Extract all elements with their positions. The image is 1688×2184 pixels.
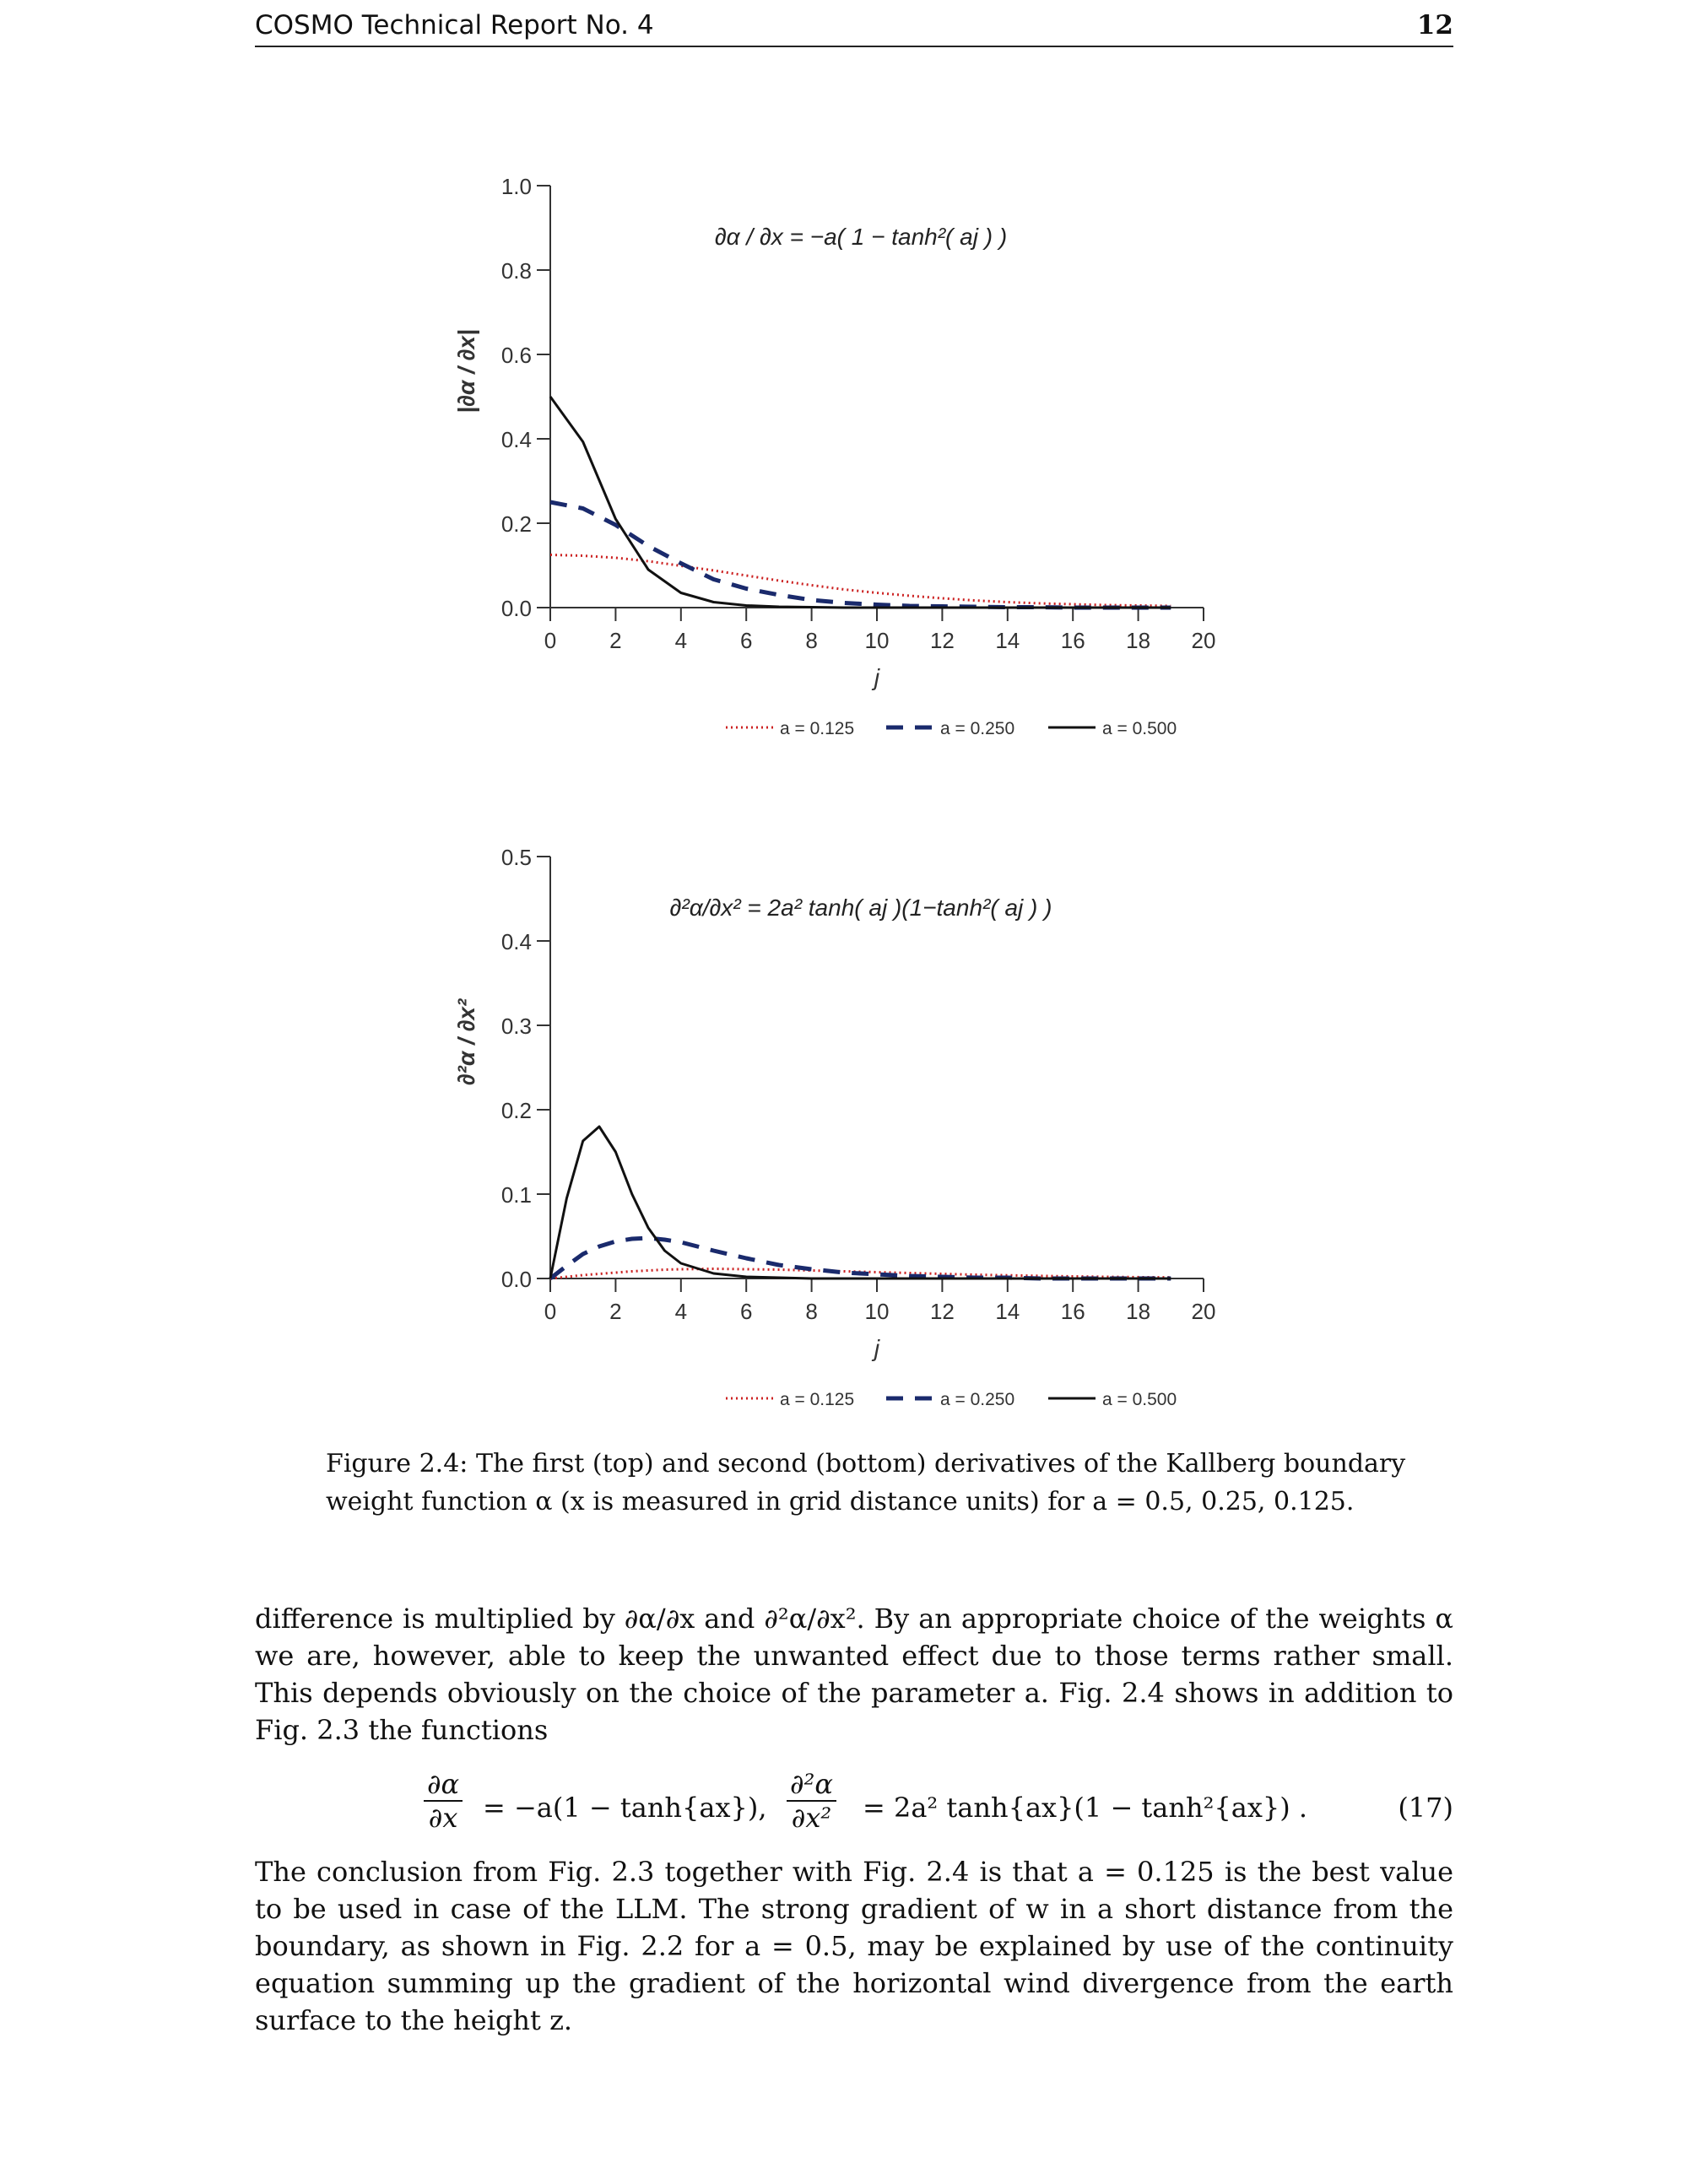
legend-label-0: a = 0.125 xyxy=(780,719,855,738)
x-tick-label: 18 xyxy=(1126,628,1151,653)
x-tick-label: 20 xyxy=(1191,1299,1216,1324)
x-tick-label: 10 xyxy=(864,628,890,653)
x-tick-label: 4 xyxy=(674,628,688,653)
x-tick-label: 10 xyxy=(864,1299,890,1324)
y-tick-label: 0.2 xyxy=(500,1098,532,1123)
x-tick-label: 6 xyxy=(739,1299,753,1324)
paragraph-1: difference is multiplied by ∂α/∂x and ∂²α/∂x². By an appropriate choice of the weights α we are, however, able to keep the unwanted effect due to those terms rather small. This depends obviously on the choice of the parameter a. Fig. 2.4 shows in addition to Fig. 2.3 the functions xyxy=(255,1603,1453,1746)
fraction-numerator: ∂α xyxy=(424,1768,463,1802)
y-tick-label: 0.5 xyxy=(500,845,532,870)
equation-part-1: = −a(1 − tanh{ax}), xyxy=(483,1792,767,1824)
x-tick-label: 14 xyxy=(995,1299,1020,1324)
report-title: COSMO Technical Report No. 4 xyxy=(255,10,654,41)
y-tick-label: 0.1 xyxy=(500,1182,532,1208)
y-tick-label: 0.0 xyxy=(500,1267,532,1292)
equation-17 xyxy=(255,1768,1453,1846)
caption-text: The first (top) and second (bottom) derivatives of the Kallberg boundary weight function α (x is measured in grid distance units) for a = 0.5, 0.25, 0.125. xyxy=(326,1449,1406,1516)
x-tick-label: 4 xyxy=(674,1299,688,1324)
y-tick-label: 1.0 xyxy=(500,174,532,199)
legend-label-1: a = 0.250 xyxy=(940,1390,1015,1409)
legend-label-2: a = 0.500 xyxy=(1102,719,1177,738)
y-tick-label: 0.3 xyxy=(500,1014,532,1039)
figure-caption xyxy=(326,1445,1423,1521)
x-tick-label: 12 xyxy=(929,628,955,653)
x-tick-label: 16 xyxy=(1060,628,1085,653)
caption-label: Figure 2.4: xyxy=(326,1449,468,1479)
legend-label-1: a = 0.250 xyxy=(940,719,1015,738)
y-tick-label: 0.4 xyxy=(500,427,532,452)
x-tick-label: 16 xyxy=(1060,1299,1085,1324)
x-tick-label: 14 xyxy=(995,628,1020,653)
chart-title: ∂²α/∂x² = 2a² tanh( aj )(1−tanh²( aj ) ) xyxy=(669,895,1052,921)
chart-first-derivative xyxy=(0,160,1688,768)
series-line-1 xyxy=(550,1238,1171,1279)
y-tick-label: 0.0 xyxy=(500,596,532,621)
equation-part-2: = 2a² tanh{ax}(1 − tanh²{ax}) . xyxy=(863,1792,1308,1824)
fraction-numerator: ∂²α xyxy=(787,1768,836,1802)
paragraph-2: The conclusion from Fig. 2.3 together with Fig. 2.4 is that a = 0.125 is the best value to be used in case of the LLM. The strong gradient of w in a short distance from the boundary, as shown in Fig. 2.2 for a = 0.5, may be explained by use of the continuity equation summing up the gradient of the horizontal wind divergence from the earth surface to the height z. xyxy=(255,1856,1453,2036)
series-line-2 xyxy=(550,397,1171,608)
fraction-denominator: ∂x² xyxy=(791,1802,832,1834)
chart-second-derivative xyxy=(0,831,1688,1439)
y-tick-label: 0.8 xyxy=(500,258,532,284)
page-number: 12 xyxy=(1416,10,1453,41)
fraction-first-derivative xyxy=(424,1768,463,1834)
legend-label-2: a = 0.500 xyxy=(1102,1390,1177,1409)
x-tick-label: 2 xyxy=(609,1299,622,1324)
x-axis-label: j xyxy=(874,664,880,690)
fraction-denominator: ∂x xyxy=(428,1802,458,1834)
fraction-second-derivative xyxy=(787,1768,836,1834)
x-tick-label: 8 xyxy=(805,628,818,653)
x-axis-label: j xyxy=(874,1335,880,1361)
y-tick-label: 0.4 xyxy=(500,929,532,954)
equation-number: (17) xyxy=(1398,1792,1453,1824)
x-tick-label: 0 xyxy=(544,628,557,653)
x-tick-label: 8 xyxy=(805,1299,818,1324)
y-tick-label: 0.6 xyxy=(500,343,532,368)
legend-label-0: a = 0.125 xyxy=(780,1390,855,1409)
series-line-1 xyxy=(550,502,1171,608)
y-axis-label: ∂²α / ∂x² xyxy=(453,998,479,1086)
x-tick-label: 20 xyxy=(1191,628,1216,653)
x-tick-label: 2 xyxy=(609,628,622,653)
series-line-2 xyxy=(550,1127,1171,1279)
x-tick-label: 6 xyxy=(739,628,753,653)
x-tick-label: 18 xyxy=(1126,1299,1151,1324)
page-header xyxy=(255,10,1453,47)
x-tick-label: 0 xyxy=(544,1299,557,1324)
chart-title: ∂α / ∂x = −a( 1 − tanh²( aj ) ) xyxy=(714,224,1008,250)
y-tick-label: 0.2 xyxy=(500,511,532,537)
y-axis-label: |∂α / ∂x| xyxy=(453,329,479,414)
x-tick-label: 12 xyxy=(929,1299,955,1324)
